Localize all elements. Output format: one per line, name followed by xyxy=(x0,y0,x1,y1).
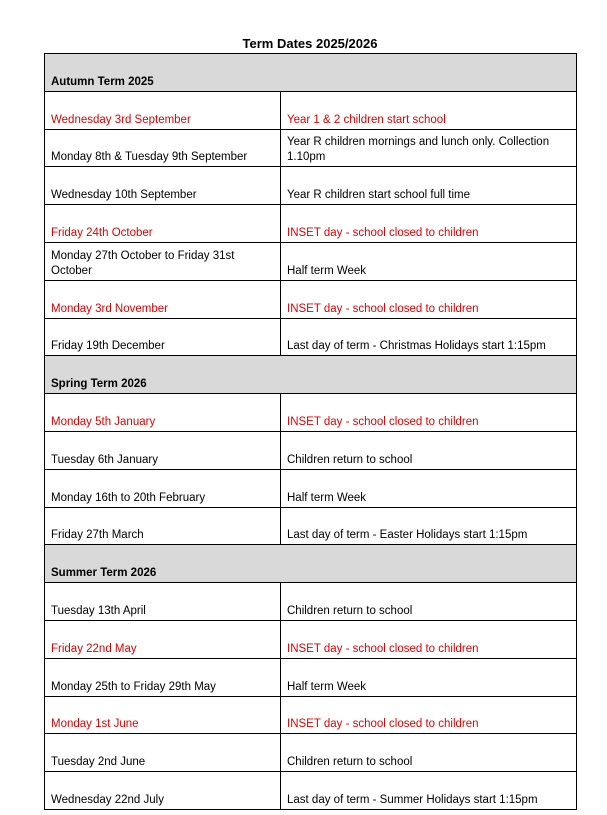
table-row xyxy=(45,280,577,318)
date-cell: Friday 22nd May xyxy=(45,620,281,658)
date-cell: Tuesday 2nd June xyxy=(45,734,281,772)
event-cell: INSET day - school closed to children xyxy=(281,280,577,318)
page-title: Term Dates 2025/2026 xyxy=(242,36,378,51)
date-cell: Wednesday 22nd July xyxy=(45,772,281,810)
table-row xyxy=(45,583,577,621)
table-row xyxy=(45,620,577,658)
event-cell: INSET day - school closed to children xyxy=(281,620,577,658)
date-cell: Tuesday 13th April xyxy=(45,583,281,621)
term-heading-row xyxy=(45,545,577,583)
date-cell: Tuesday 6th January xyxy=(45,431,281,469)
table-row xyxy=(45,734,577,772)
event-cell: INSET day - school closed to children xyxy=(281,394,577,432)
event-cell: Children return to school xyxy=(281,734,577,772)
date-cell: Monday 5th January xyxy=(45,394,281,432)
table-row xyxy=(45,658,577,696)
date-cell: Monday 1st June xyxy=(45,696,281,734)
table-row xyxy=(45,167,577,205)
event-cell: Last day of term - Summer Holidays start 1:15pm xyxy=(281,772,577,810)
table-row xyxy=(45,129,577,167)
date-cell: Friday 27th March xyxy=(45,507,281,545)
date-cell: Monday 3rd November xyxy=(45,280,281,318)
event-cell: Year R children mornings and lunch only. Collection 1.10pm xyxy=(281,129,577,167)
date-cell: Friday 19th December xyxy=(45,318,281,356)
date-cell: Wednesday 3rd September xyxy=(45,91,281,129)
table-row xyxy=(45,507,577,545)
table-row xyxy=(45,431,577,469)
term-dates-body xyxy=(45,54,577,810)
event-cell: Children return to school xyxy=(281,431,577,469)
term-heading-row xyxy=(45,54,577,92)
event-cell: Half term Week xyxy=(281,469,577,507)
table-row xyxy=(45,91,577,129)
date-cell: Monday 27th October to Friday 31st October xyxy=(45,242,281,280)
term-heading: Spring Term 2026 xyxy=(45,356,577,394)
table-row xyxy=(45,205,577,243)
event-cell: INSET day - school closed to children xyxy=(281,696,577,734)
table-row xyxy=(45,318,577,356)
event-cell: Half term Week xyxy=(281,658,577,696)
event-cell: Last day of term - Christmas Holidays start 1:15pm xyxy=(281,318,577,356)
date-cell: Wednesday 10th September xyxy=(45,167,281,205)
event-cell: Year R children start school full time xyxy=(281,167,577,205)
event-cell: Last day of term - Easter Holidays start 1:15pm xyxy=(281,507,577,545)
table-row xyxy=(45,242,577,280)
term-heading-row xyxy=(45,356,577,394)
term-heading: Autumn Term 2025 xyxy=(45,54,577,92)
term-heading: Summer Term 2026 xyxy=(45,545,577,583)
date-cell: Friday 24th October xyxy=(45,205,281,243)
table-row xyxy=(45,772,577,810)
term-dates-table xyxy=(44,53,577,810)
table-row xyxy=(45,696,577,734)
date-cell: Monday 8th & Tuesday 9th September xyxy=(45,129,281,167)
table-row xyxy=(45,394,577,432)
date-cell: Monday 16th to 20th February xyxy=(45,469,281,507)
event-cell: Half term Week xyxy=(281,242,577,280)
table-row xyxy=(45,469,577,507)
date-cell: Monday 25th to Friday 29th May xyxy=(45,658,281,696)
event-cell: Children return to school xyxy=(281,583,577,621)
event-cell: INSET day - school closed to children xyxy=(281,205,577,243)
event-cell: Year 1 & 2 children start school xyxy=(281,91,577,129)
